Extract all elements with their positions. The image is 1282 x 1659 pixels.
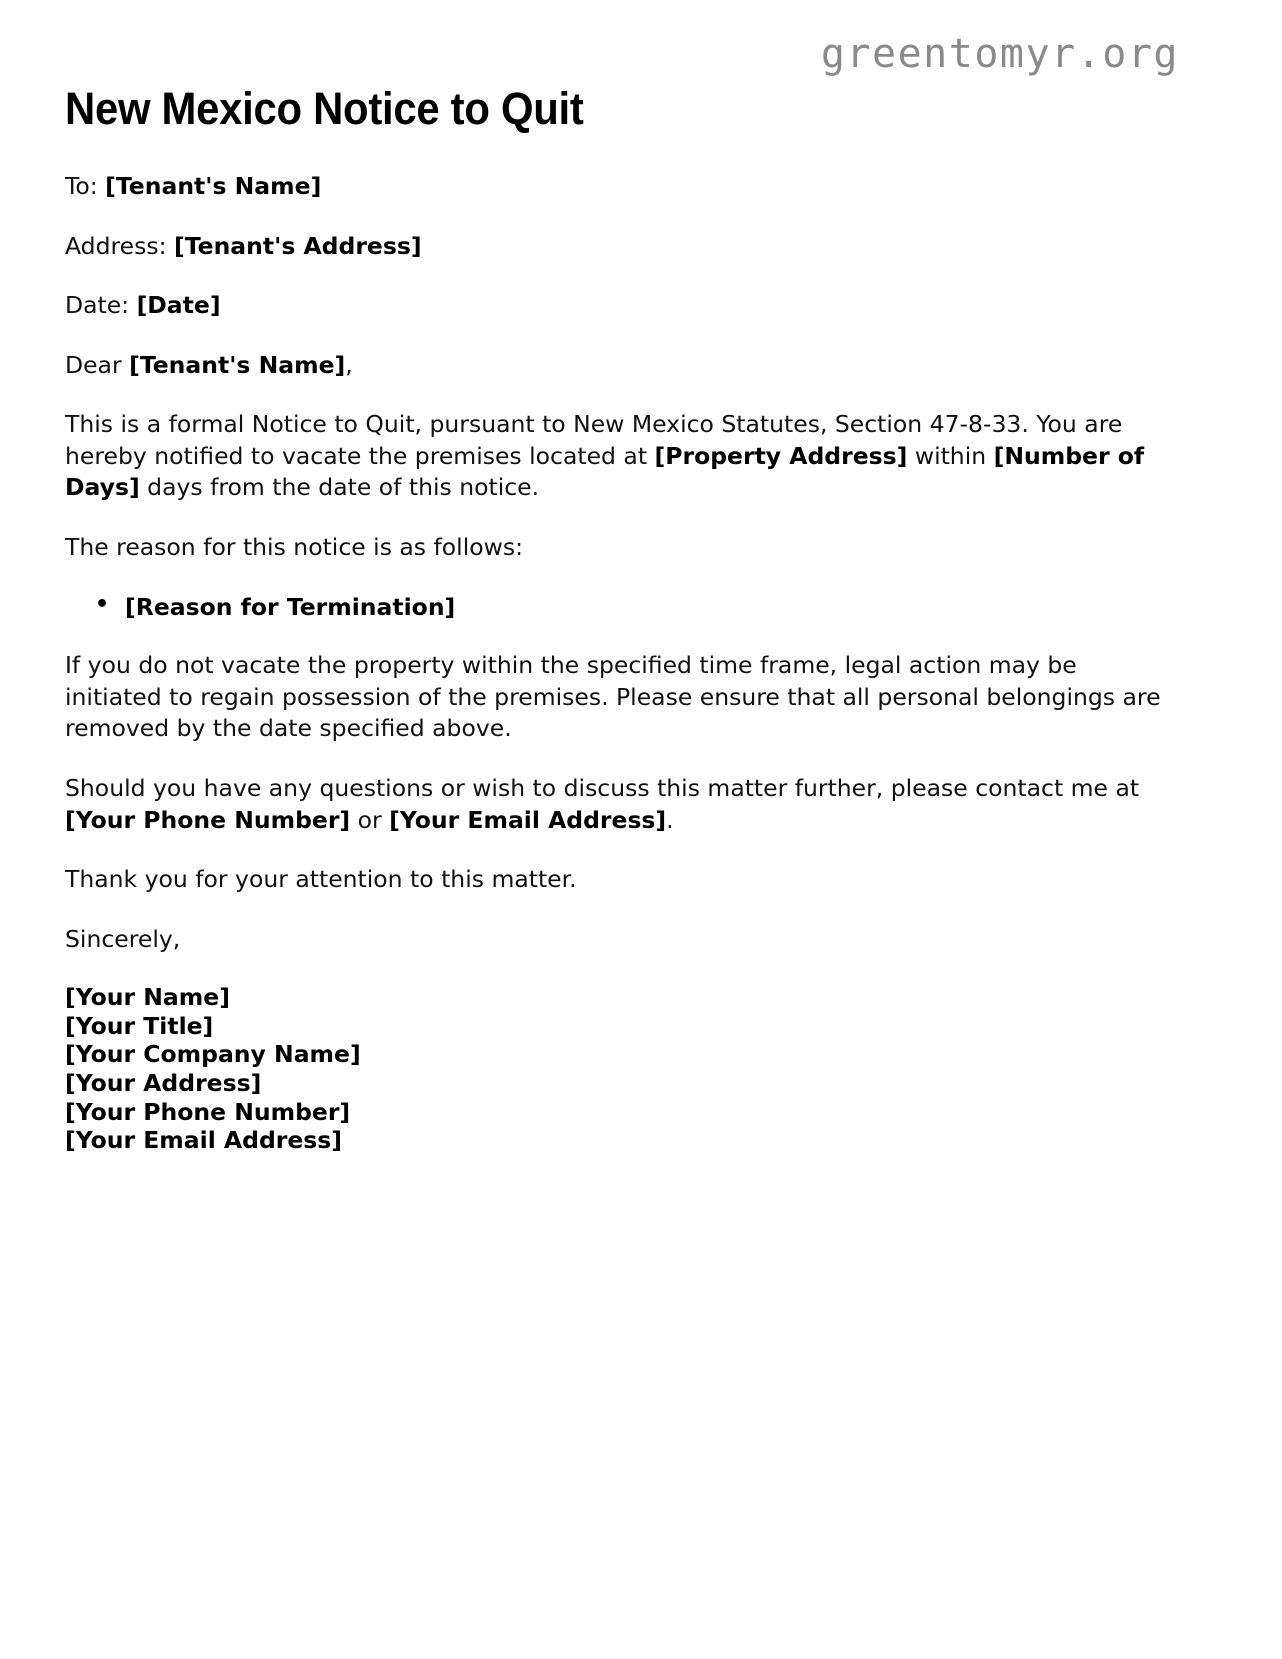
notice-paragraph — [65, 409, 1175, 504]
recipient-label: To: — [65, 172, 106, 201]
recipient-address-placeholder: [Tenant's Address] — [173, 231, 422, 260]
contact-text-part-one: Should you have any questions or wish to discuss this matter further, please contact me at — [65, 773, 1140, 802]
site-watermark: greentomyr.org — [820, 31, 1179, 77]
notice-text-within: within — [907, 441, 994, 470]
notice-text-part-three: days from the date of this notice. — [139, 473, 540, 502]
date-placeholder: [Date] — [136, 291, 221, 320]
address-label: Address: — [65, 231, 174, 260]
document-content — [65, 82, 1175, 1155]
signature-email: [Your Email Address] — [65, 1126, 343, 1155]
date-line — [65, 290, 1175, 321]
salutation-line — [65, 350, 1175, 381]
notice-text-part-one: This is a formal Notice to Quit, pursuant to New Mexico Statutes, Section 47-8-33. You are hereby notified to vacate the premises located at — [65, 410, 1123, 470]
number-of-days-placeholder: [Number of Days] — [65, 441, 1145, 502]
contact-text-or: or — [350, 805, 390, 834]
salutation-name-placeholder: [Tenant's Name] — [129, 350, 346, 379]
signature-company: [Your Company Name] — [65, 1040, 361, 1069]
signature-name: [Your Name] — [65, 983, 230, 1012]
reason-placeholder: [Reason for Termination] — [125, 592, 456, 621]
recipient-address-line — [65, 231, 1175, 262]
signature-block — [65, 983, 1175, 1154]
reason-list — [65, 592, 1175, 623]
contact-paragraph — [65, 773, 1175, 836]
recipient-line — [65, 171, 1175, 202]
your-phone-placeholder: [Your Phone Number] — [65, 805, 351, 834]
salutation-label: Dear — [65, 350, 130, 379]
thank-you-paragraph: Thank you for your attention to this matter. — [65, 865, 577, 894]
property-address-placeholder: [Property Address] — [654, 441, 908, 470]
contact-text-period: . — [666, 805, 674, 834]
signature-address: [Your Address] — [65, 1069, 262, 1097]
signature-phone: [Your Phone Number] — [65, 1097, 351, 1126]
date-label: Date: — [65, 291, 137, 320]
legal-action-paragraph: If you do not vacate the property within the specified time frame, legal action may be initiated to regain possession of the premises. Please ensure that all personal belongings are removed by the date specified above. — [65, 651, 1161, 743]
signature-title: [Your Title] — [65, 1011, 214, 1040]
sincerely-line: Sincerely, — [65, 924, 181, 953]
salutation-comma: , — [345, 350, 353, 379]
recipient-name-placeholder: [Tenant's Name] — [105, 172, 322, 201]
page-title: New Mexico Notice to Quit — [65, 83, 584, 134]
list-item — [125, 592, 1175, 623]
reason-intro-paragraph: The reason for this notice is as follows: — [65, 533, 523, 562]
your-email-placeholder: [Your Email Address] — [389, 805, 667, 834]
